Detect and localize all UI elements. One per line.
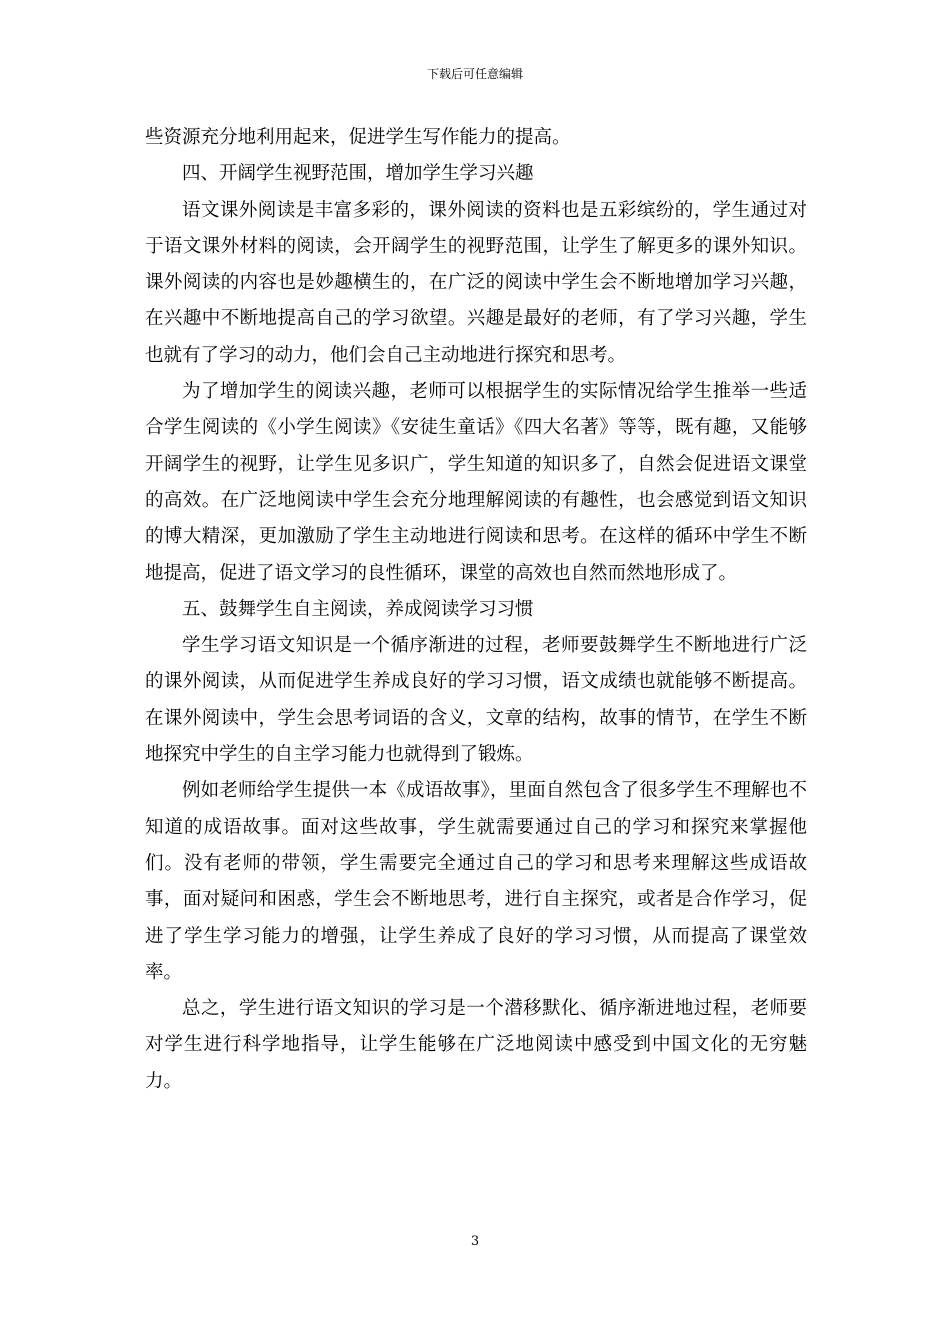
paragraph: 语文课外阅读是丰富多彩的，课外阅读的资料也是五彩缤纷的，学生通过对于语文课外材料的阅读，会开阔学生的视野范围，让学生了解更多的课外知识。课外阅读的内容也是妙趣横生的，在广泛的阅读中学生会不断地增加学习兴趣，在兴趣中不断地提高自己的学习欲望。兴趣是最好的老师，有了学习兴趣，学生也就有了学习的动力，他们会自己主动地进行探究和思考。 (145, 199, 807, 366)
document-body (145, 120, 807, 1100)
section-heading-four: 四、开阔学生视野范围，增加学生学习兴趣 (182, 163, 534, 185)
paragraph: 例如老师给学生提供一本《成语故事》，里面自然包含了很多学生不理解也不知道的成语故事。面对这些故事，学生就需要通过自己的学习和探究来掌握他们。没有老师的带领，学生需要完全通过自己的学习和思考来理解这些成语故事，面对疑问和困惑，学生会不断地思考，进行自主探究，或者是合作学习，促进了学生学习能力的增强，让学生养成了良好的学习习惯，从而提高了课堂效率。 (145, 780, 807, 983)
page-number: 3 (470, 1234, 480, 1249)
page-header: 下载后可任意编辑 (426, 67, 523, 81)
paragraph-continuation: 些资源充分地利用起来，促进学生写作能力的提高。 (145, 127, 571, 148)
paragraph: 为了增加学生的阅读兴趣，老师可以根据学生的实际情况给学生推举一些适合学生阅读的《小学生阅读》《安徒生童话》《四大名著》等等，既有趣，又能够开阔学生的视野，让学生见多识广，学生知道的知识多了，自然会促进语文课堂的高效。在广泛地阅读中学生会充分地理解阅读的有趣性，也会感觉到语文知识的博大精深，更加激励了学生主动地进行阅读和思考。在这样的循环中学生不断地提高，促进了语文学习的良性循环，课堂的高效也自然而然地形成了。 (145, 381, 807, 584)
paragraph: 总之，学生进行语文知识的学习是一个潜移默化、循序渐进地过程，老师要对学生进行科学地指导，让学生能够在广泛地阅读中感受到中国文化的无穷魅力。 (145, 998, 807, 1092)
section-heading-five: 五、鼓舞学生自主阅读，养成阅读学习习惯 (182, 598, 534, 620)
paragraph: 学生学习语文知识是一个循序渐进的过程，老师要鼓舞学生不断地进行广泛的课外阅读，从而促进学生养成良好的学习习惯，语文成绩也就能够不断提高。在课外阅读中，学生会思考词语的含义，文章的结构，故事的情节，在学生不断地探究中学生的自主学习能力也就得到了锻炼。 (145, 635, 807, 766)
